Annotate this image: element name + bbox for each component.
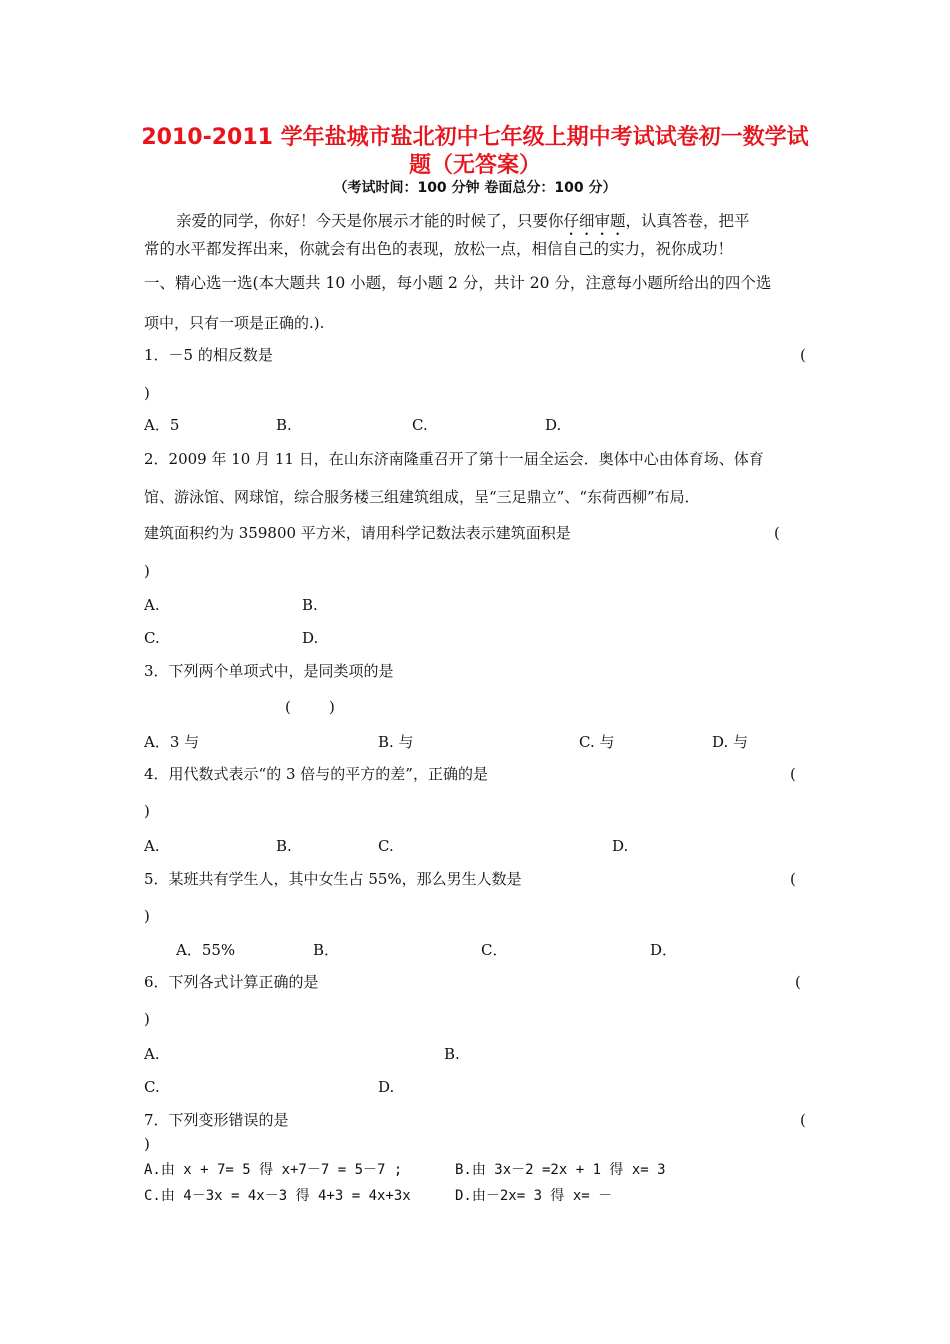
q6-paren-open: ( [795, 973, 801, 991]
exam-info: （考试时间：100 分钟 卷面总分：100 分） [333, 180, 617, 196]
q4-option-c: C. [378, 837, 394, 855]
exam-title-line2: 题（无答案） [408, 153, 541, 178]
q7-paren-open: ( [800, 1111, 806, 1129]
q2-option-b: B. [302, 596, 318, 614]
q3-option-a: A．3 与 [144, 733, 200, 751]
q7-option-c: C.由 4－3x = 4x－3 得 4+3 = 4x+3x [144, 1188, 411, 1204]
q6-option-a: A. [144, 1045, 160, 1063]
q3-option-d: D. 与 [712, 733, 749, 751]
q2-line2: 馆、游泳馆、网球馆，综合服务楼三组建筑组成，呈“三足鼎立”、“东荷西柳”布局． [144, 488, 700, 506]
q4-option-a: A. [144, 837, 160, 855]
q5-paren-close: ) [144, 907, 150, 925]
q7-option-b: B.由 3x－2 =2x + 1 得 x= 3 [455, 1162, 666, 1178]
q4-option-b: B. [276, 837, 292, 855]
q5-text: 5．某班共有学生人，其中女生占 55%，那么男生人数是 [144, 870, 522, 888]
q1-text: 1．－5 的相反数是 [144, 346, 273, 364]
q2-paren-close: ) [144, 562, 150, 580]
q4-option-d: D. [612, 837, 629, 855]
q7-option-a: A.由 x + 7= 5 得 x+7－7 = 5－7 ; [144, 1162, 403, 1178]
q4-paren-open: ( [790, 765, 796, 783]
q3-paren: ( ) [285, 698, 335, 716]
q7-paren-close: ) [144, 1135, 150, 1153]
q3-option-c: C. 与 [579, 733, 615, 751]
q2-option-d: D. [302, 629, 319, 647]
q1-paren-close: ) [144, 384, 150, 402]
section1-line1: 一、精心选一选(本大题共 10 小题，每小题 2 分，共计 20 分，注意每小题所给出的四个选 [144, 274, 772, 292]
q6-paren-close: ) [144, 1010, 150, 1028]
section1-line2: 项中，只有一项是正确的.). [144, 314, 325, 332]
q7-text: 7．下列变形错误的是 [144, 1111, 289, 1129]
q6-option-b: B. [444, 1045, 460, 1063]
exam-title-line1: 2010-2011 学年盐城市盐北初中七年级上期中考试试卷初一数学试 [141, 125, 809, 150]
intro-line1-end: ，认真答卷，把平 [625, 212, 750, 230]
q5-option-a: A．55% [176, 941, 236, 959]
q3-option-b: B. 与 [378, 733, 414, 751]
intro-emphasis: 仔细审题 [563, 212, 626, 230]
q2-line1: 2．2009 年 10 月 11 日，在山东济南隆重召开了第十一届全运会．奥体中心由体育场、体育 [144, 450, 764, 468]
q4-text: 4．用代数式表示“的 3 倍与的平方的差”，正确的是 [144, 765, 488, 783]
intro-line1 [176, 211, 750, 239]
q5-paren-open: ( [790, 870, 796, 888]
q5-option-c: C． [481, 941, 508, 959]
q5-option-b: B． [313, 941, 340, 959]
q5-option-d: D． [650, 941, 678, 959]
q7-option-d: D.由－2x= 3 得 x= － [455, 1188, 613, 1204]
q2-option-c: C. [144, 629, 160, 647]
q2-paren-open: ( [774, 524, 780, 542]
q2-line3: 建筑面积约为 359800 平方米，请用科学记数法表示建筑面积是 [144, 524, 571, 542]
q1-option-a: A．5 [144, 416, 180, 434]
q3-text: 3．下列两个单项式中，是同类项的是 [144, 662, 394, 680]
intro-line1-start: 亲爱的同学，你好！今天是你展示才能的时候了，只要你 [176, 212, 564, 230]
q1-option-d: D. [545, 416, 562, 434]
q6-option-d: D. [378, 1078, 395, 1096]
q4-paren-close: ) [144, 802, 150, 820]
q1-option-b: B. [276, 416, 292, 434]
q2-option-a: A. [144, 596, 160, 614]
intro-line2: 常的水平都发挥出来，你就会有出色的表现，放松一点，相信自己的实力，祝你成功！ [144, 240, 734, 258]
q6-text: 6．下列各式计算正确的是 [144, 973, 319, 991]
q6-option-c: C. [144, 1078, 160, 1096]
q1-option-c: C. [412, 416, 428, 434]
q1-paren-open: ( [800, 346, 806, 364]
